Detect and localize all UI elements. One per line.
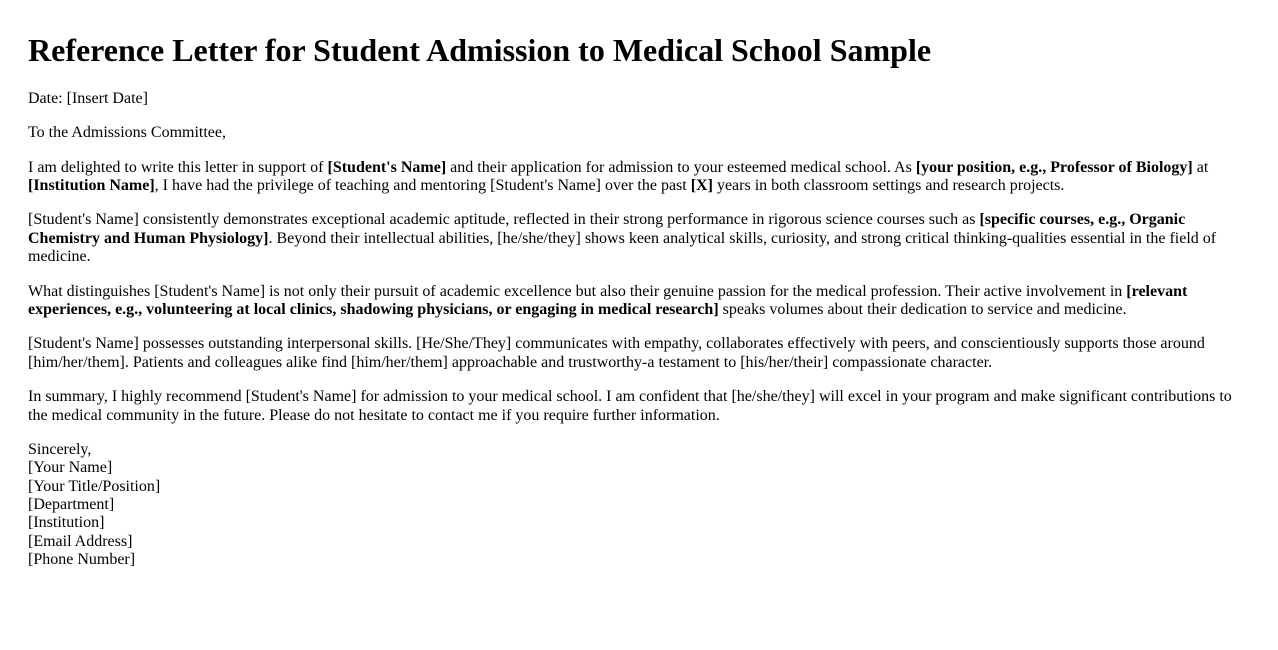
signature-block: Sincerely, [Your Name] [Your Title/Position] [Department] [Institution] [Email Address] [Phone Number] bbox=[28, 440, 161, 569]
salutation: To the Admissions Committee, bbox=[28, 124, 226, 142]
passion-paragraph: What distinguishes [Student's Name] is not only their pursuit of academic excellence but also their genuine passion for the medical profession. Their active involvement in [relevant experiences, e.g., volunteering at local clinics, shadowing physicians, or engaging in medical research] speaks volumes about their dedication to service and medicine. bbox=[28, 282, 1188, 318]
letter-document bbox=[28, 33, 1250, 570]
date-line: Date: [Insert Date] bbox=[28, 89, 148, 107]
summary-paragraph: In summary, I highly recommend [Student's Name] for admission to your medical school. I am confident that [he/she/they] will excel in your program and make significant contributions to the medical community in the future. Please do not hesitate to contact me if you require further information. bbox=[28, 388, 1232, 424]
academics-paragraph: [Student's Name] consistently demonstrates exceptional academic aptitude, reflected in their strong performance in rigorous science courses such as [specific courses, e.g., Organic Chemistry and Human Physiology]. Beyond their intellectual abilities, [he/she/they] shows keen analytical skills, curiosity, and strong critical thinking-qualities essential in the field of medicine. bbox=[28, 211, 1217, 266]
page-title: Reference Letter for Student Admission to Medical School Sample bbox=[28, 32, 932, 68]
intro-paragraph: I am delighted to write this letter in support of [Student's Name] and their application for admission to your esteemed medical school. As [your position, e.g., Professor of Biology] at [Institution Name], I have had the privilege of teaching and mentoring [Student's Name] over the past [X] years in both classroom settings and research projects. bbox=[28, 158, 1209, 194]
letter-body bbox=[28, 90, 1250, 570]
interpersonal-paragraph: [Student's Name] possesses outstanding interpersonal skills. [He/She/They] communicates with empathy, collaborates effectively with peers, and conscientiously supports those around [him/her/them]. Patients and colleagues alike find [him/her/them] approachable and trustworthy-a testament to [his/her/their] compassionate character. bbox=[28, 335, 1205, 371]
